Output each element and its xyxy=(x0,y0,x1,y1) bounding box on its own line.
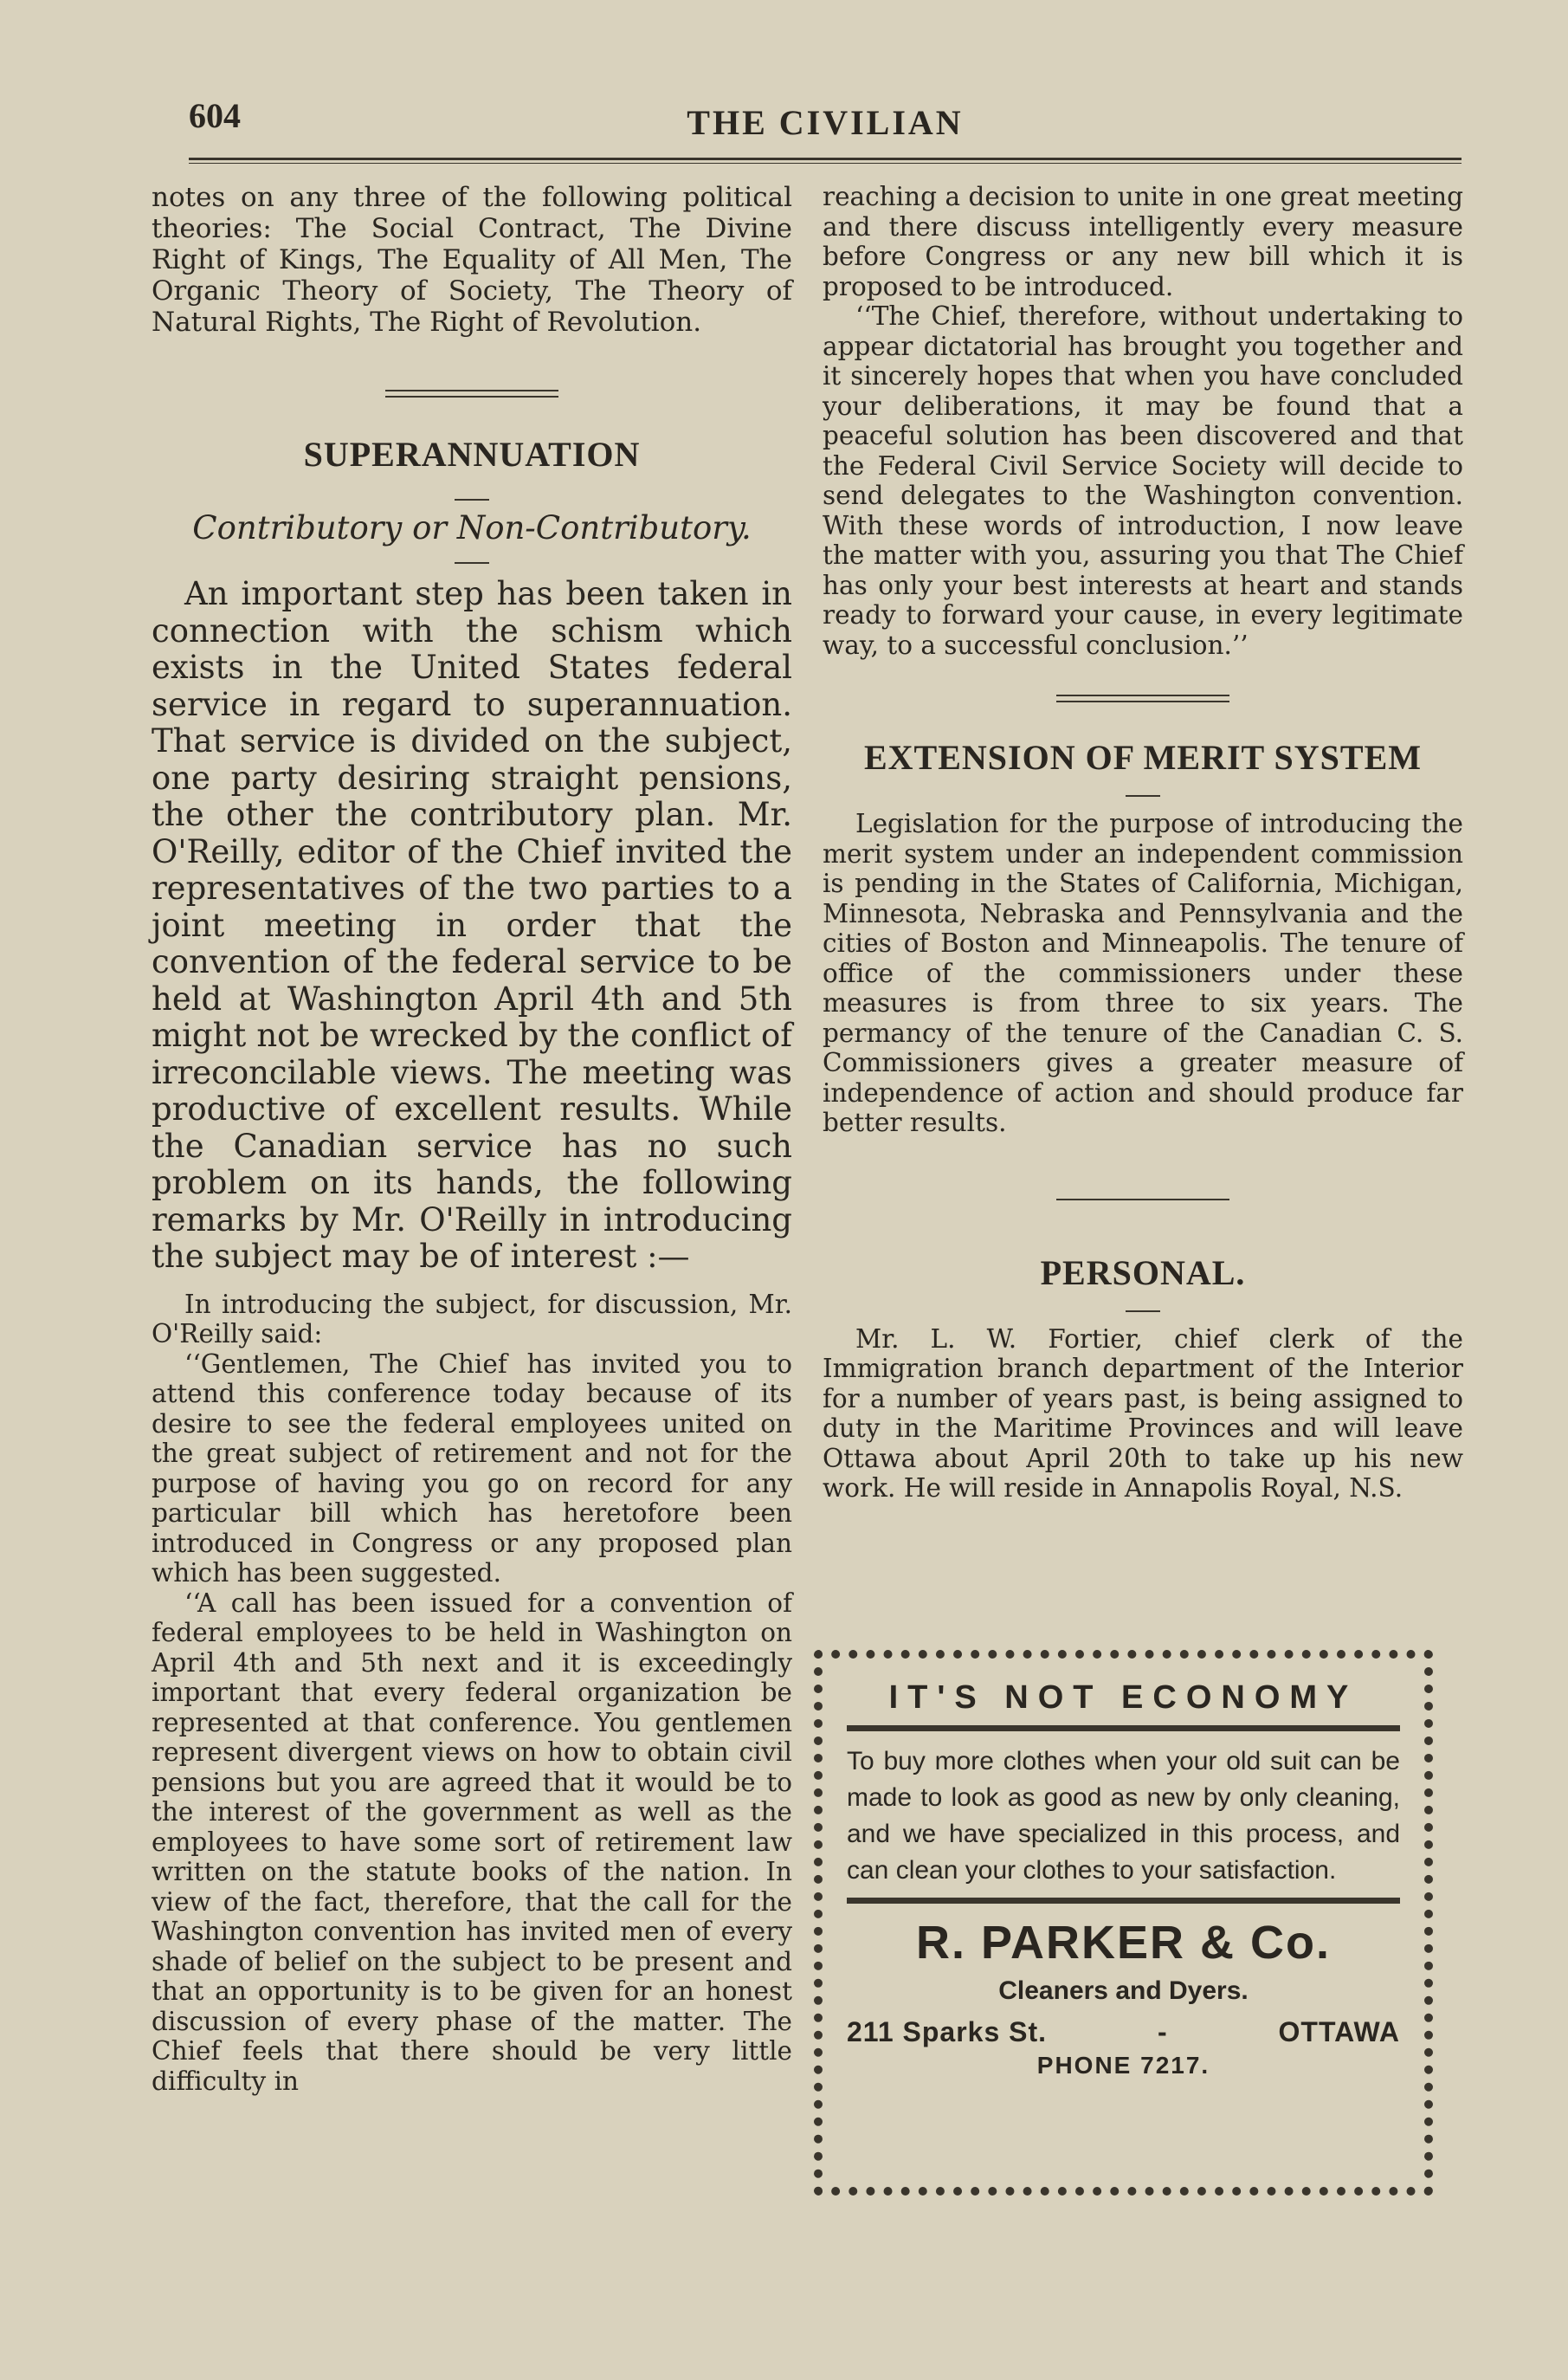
superannuation-lead: An important step has been taken in connection with the schism which exists in the United States federal service in regard to superannuation. That service is divided on the subject, one party desiring straight pensions, the other the contributory plan. Mr. O'Reilly, editor of the Chief invited the representatives of the two parties to a joint meeting in order that the convention of the federal service to be held at Washington April 4th and 5th might not be wrecked by the conflict of irreconcilable views. The meeting was productive of excellent results. While the Canadian service has no such problem on its hands, the following remarks by Mr. O'Reilly in introducing the subject may be of interest :— xyxy=(152,575,792,1275)
superannuation-subtitle: Contributory or Non-Contributory. xyxy=(192,509,752,546)
personal-heading: PERSONAL. xyxy=(1040,1252,1246,1292)
section-divider xyxy=(1056,695,1229,702)
ad-headline: IT'S NOT ECONOMY xyxy=(888,1679,1358,1716)
superannuation-para-2: ‘‘Gentlemen, The Chief has invited you to attend this conference today because of its desire to see the federal employees united on the great subject of retirement and not for the purpose of having you go on record for any particular bill which has heretofore been introduced in Congress or any proposed plan which has been suggested. xyxy=(152,1348,792,1588)
personal-body: Mr. L. W. Fortier, chief clerk of the Immigration branch department of the Interior for a number of years past, is being assigned to duty in the Maritime Provinces and will leave Ottawa about April 20th to take up his new work. He will reside in Annapolis Royal, N.S. xyxy=(823,1323,1463,1503)
ad-rule xyxy=(847,1898,1400,1904)
page-header xyxy=(189,95,1462,156)
merit-heading: EXTENSION OF MERIT SYSTEM xyxy=(863,738,1423,777)
ad-city: OTTAWA xyxy=(1278,2016,1400,2047)
ad-address-line xyxy=(847,2016,1400,2048)
ad-description: Cleaners and Dyers. xyxy=(998,1976,1249,2005)
ad-rule xyxy=(847,1725,1400,1731)
ad-company-name: R. PARKER & Co. xyxy=(915,1917,1331,1969)
intro-paragraph: notes on any three of the following political theories: The Social Contract, The Divine Right of Kings, The Equality of All Men, The Organic Theory of Society, The Theory of Natural Rights, The Right of Revolution. xyxy=(152,182,792,338)
ad-body: To buy more clothes when your old suit can be made to look as good as new by only cleaning, and we have specialized in this process, and can clean your clothes to your satisfaction. xyxy=(847,1747,1400,1885)
superannuation-para-1: In introducing the subject, for discussion, Mr. O'Reilly said: xyxy=(152,1289,792,1348)
continuation-para-2: ‘‘The Chief, therefore, without undertaking to appear dictatorial has brought you together and it sincerely hopes that when you have concluded your deliberations, it may be found that a peaceful solution has been discovered and that the Federal Civil Service Society will decide to send delegates to the Washington convention. With these words of introduction, I now leave the matter with you, assuring you that The Chief has only your best interests at heart and stands ready to forward your cause, in every legitimate way, to a successful conclusion.’’ xyxy=(823,301,1463,660)
superannuation-heading: SUPERANNUATION xyxy=(303,435,641,474)
section-divider xyxy=(385,390,558,398)
advertisement-box xyxy=(814,1650,1433,2196)
right-column xyxy=(823,182,1463,1504)
header-rule xyxy=(189,158,1462,164)
left-column xyxy=(152,182,792,2096)
ad-dash: - xyxy=(1157,2016,1168,2047)
page-number: 604 xyxy=(189,96,241,135)
ad-phone: PHONE 7217. xyxy=(1036,2052,1210,2079)
continuation-para-1: reaching a decision to unite in one great meeting and there discuss intelligently every measure before Congress or any new bill which it is proposed to be introduced. xyxy=(823,182,1463,301)
publication-title: THE CIVILIAN xyxy=(687,103,964,142)
merit-body: Legislation for the purpose of introducing the merit system under an independent commission is pending in the States of California, Michigan, Minnesota, Nebraska and Pennsylvania and the cities of Boston and Minneapolis. The tenure of office of the commissioners under these measures is from three to six years. The permancy of the tenure of the Canadian C. S. Commissioners gives a greater measure of independence of action and should produce far better results. xyxy=(823,809,1463,1137)
ad-street: 211 Sparks St. xyxy=(847,2016,1048,2047)
superannuation-para-3: ‘‘A call has been issued for a convention of federal employees to be held in Washington on April 4th and 5th next and it is exceedingly important that every federal organization be represented at that conference. You gentlemen represent divergent views on how to obtain civil pensions but you are agreed that it would be to the interest of the government as well as the employees to have some sort of retirement law written on the statute books of the nation. In view of the fact, therefore, that the call for the Washington convention has invited men of every shade of belief on the subject to be present and that an opportunity is to be given for an honest discussion of every phase of the matter. The Chief feels that there should be very little difficulty in xyxy=(152,1588,792,2096)
